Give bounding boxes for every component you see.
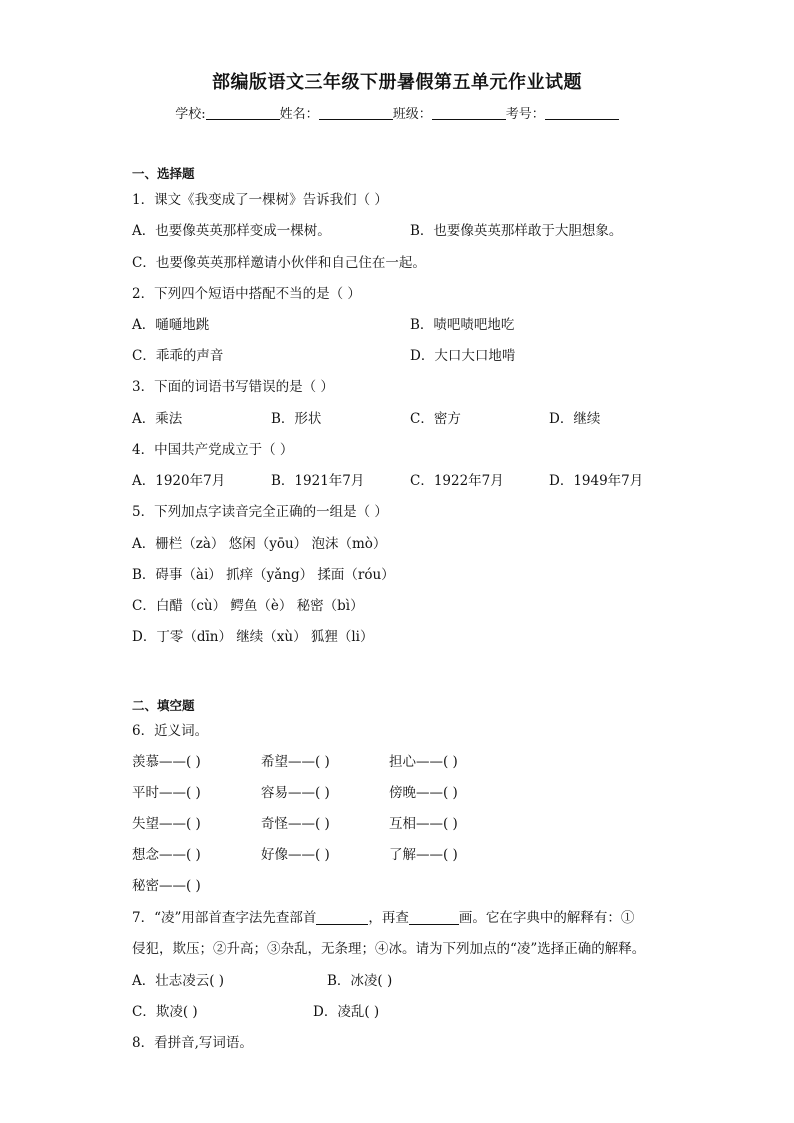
synonym-item[interactable]: 容易——( ) [261, 785, 330, 801]
question-7-option-d[interactable]: D．凌乱( ) [313, 1004, 380, 1020]
question-2-option-a[interactable]: A．嗵嗵地跳 [132, 317, 210, 333]
question-5-option-a[interactable]: A．栅栏（zà） 悠闲（yōu） 泡沫（mò） [132, 536, 387, 552]
name-blank[interactable] [319, 107, 393, 120]
question-6-stem: 6．近义词。 [132, 723, 209, 739]
radical-blank[interactable] [316, 911, 368, 925]
q7-text-2: ，再查 [368, 910, 409, 926]
question-5-option-c[interactable]: C．白醋（cù） 鳄鱼（è） 秘密（bì） [132, 598, 364, 614]
question-5-option-b[interactable]: B．碍事（ài） 抓痒（yǎng） 揉面（róu） [132, 567, 395, 583]
synonym-item[interactable]: 傍晚——( ) [389, 785, 458, 801]
synonym-item[interactable]: 秘密——( ) [132, 878, 201, 894]
synonym-item[interactable]: 奇怪——( ) [261, 816, 330, 832]
question-4-stem: 4．中国共产党成立于（ ） [132, 442, 294, 458]
question-2-option-d[interactable]: D．大口大口地啃 [410, 348, 516, 364]
section-heading-fill: 二、填空题 [132, 698, 195, 713]
question-1-option-a[interactable]: A．也要像英英那样变成一棵树。 [132, 223, 331, 239]
question-5-option-d[interactable]: D．丁零（dīn） 继续（xù） 狐狸（li） [132, 629, 374, 645]
question-7-stem [132, 909, 634, 927]
question-1-option-c[interactable]: C．也要像英英那样邀请小伙伴和自己住在一起。 [132, 255, 426, 271]
question-7-option-c[interactable]: C．欺凌( ) [132, 1004, 198, 1020]
synonym-item[interactable]: 希望——( ) [261, 754, 330, 770]
synonym-item[interactable]: 平时——( ) [132, 785, 201, 801]
question-7-definitions: 侵犯，欺压；②升高；③杂乱，无条理；④冰。请为下列加点的“凌”选择正确的解释。 [132, 941, 646, 957]
synonym-item[interactable]: 好像——( ) [261, 847, 330, 863]
page-title: 部编版语文三年级下册暑假第五单元作业试题 [212, 72, 582, 93]
question-5-stem: 5．下列加点字读音完全正确的一组是（ ） [132, 504, 388, 520]
question-8-stem: 8．看拼音,写词语。 [132, 1035, 253, 1051]
question-1-stem: 1．课文《我变成了一棵树》告诉我们（ ） [132, 192, 388, 208]
synonym-item[interactable]: 担心——( ) [389, 754, 458, 770]
student-info-row [0, 103, 794, 122]
question-7-option-b[interactable]: B．冰凌( ) [327, 973, 393, 989]
question-3-option-a[interactable]: A．乘法 [132, 411, 183, 427]
question-2-option-b[interactable]: B．啧吧啧吧地吃 [410, 317, 515, 333]
synonym-item[interactable]: 互相——( ) [389, 816, 458, 832]
question-4-option-a[interactable]: A．1920年7月 [132, 473, 226, 489]
number-blank[interactable] [545, 107, 619, 120]
stroke-count-blank[interactable] [409, 911, 459, 925]
synonym-item[interactable]: 想念——( ) [132, 847, 201, 863]
question-2-option-c[interactable]: C．乖乖的声音 [132, 348, 224, 364]
question-4-option-b[interactable]: B．1921年7月 [271, 473, 365, 489]
section-heading-choice: 一、选择题 [132, 166, 195, 181]
synonym-item[interactable]: 了解——( ) [389, 847, 458, 863]
school-blank[interactable] [206, 107, 280, 120]
question-4-option-d[interactable]: D．1949年7月 [549, 473, 644, 489]
synonym-item[interactable]: 失望——( ) [132, 816, 201, 832]
synonym-item[interactable]: 羡慕——( ) [132, 754, 201, 770]
question-7-option-a[interactable]: A．壮志凌云( ) [132, 973, 225, 989]
name-label: 姓名： [279, 107, 319, 122]
question-2-stem: 2．下列四个短语中搭配不当的是（ ） [132, 286, 361, 302]
q7-text-1: 7．“凌”用部首查字法先查部首 [132, 910, 317, 926]
question-4-option-c[interactable]: C．1922年7月 [410, 473, 504, 489]
question-3-option-d[interactable]: D．继续 [549, 411, 601, 427]
school-label: 学校: [175, 107, 206, 122]
class-blank[interactable] [432, 107, 506, 120]
class-label: 班级： [392, 107, 432, 122]
question-3-stem: 3．下面的词语书写错误的是（ ） [132, 379, 334, 395]
question-3-option-c[interactable]: C．密方 [410, 411, 461, 427]
question-3-option-b[interactable]: B．形状 [271, 411, 322, 427]
question-1-option-b[interactable]: B．也要像英英那样敢于大胆想象。 [410, 223, 623, 239]
number-label: 考号： [505, 107, 545, 122]
q7-text-3: 画。它在字典中的解释有：① [458, 910, 635, 926]
